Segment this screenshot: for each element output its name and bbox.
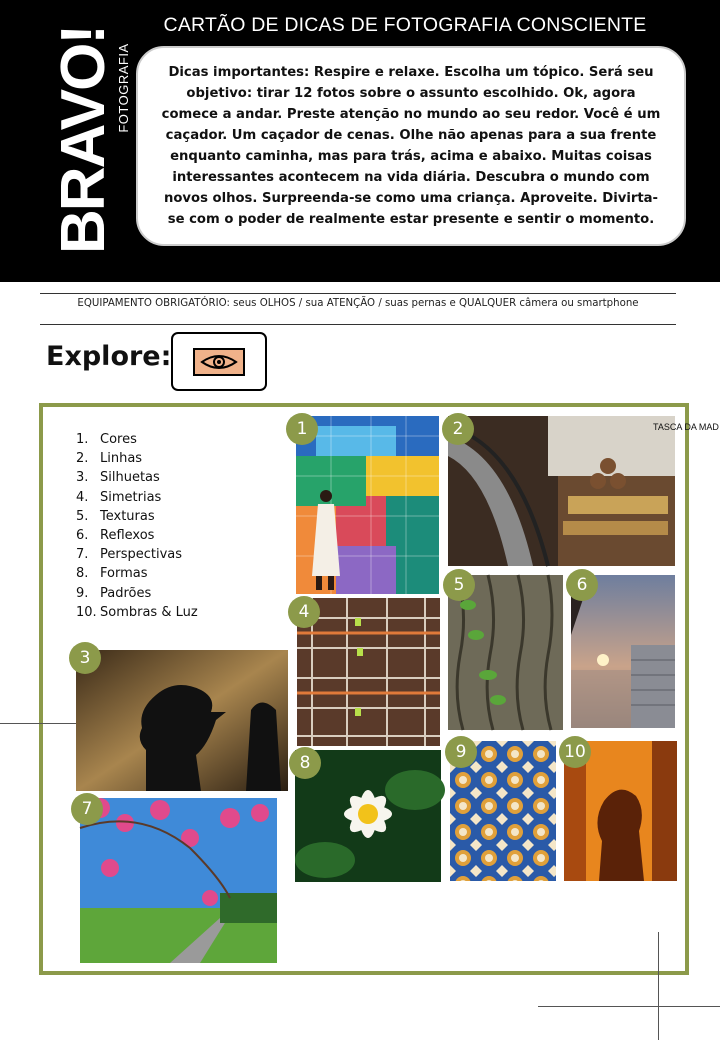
photo-badge: 6 [566,569,598,601]
list-item: 3. Silhuetas [76,470,160,486]
photo-badge: 3 [69,642,101,674]
photo-badge: 5 [443,569,475,601]
guide-line [0,723,76,724]
photo-lines [448,416,719,566]
photo-badge: 9 [445,736,477,768]
photo-symmetry [297,598,440,746]
bravo-logo [22,20,142,260]
equipment-text: EQUIPAMENTO OBRIGATÓRIO: seus OLHOS / sua ATENÇÃO / suas pernas e QUALQUER câmera ou smartphone [77,298,639,309]
eye-icon [193,348,245,376]
tips-text: Dicas importantes: Respire e relaxe. Escolha um tópico. Será seu objetivo: tirar 12 fotos sobre o assunto escolhido. Ok, agora comece a andar. Preste atenção no mundo ao seu redor. Você é um caçador. Um caçador de cenas. Olhe não apenas para a sua frente enquanto caminha, mas para trás, acima e abaixo. Muitas coisas interessantes acontecem na vida diária. Descubra o mundo com novos olhos. Surpreenda-se como uma criança. Aproveite. Divirta-se com o poder de realmente estar presente e sentir o momento. [161,65,661,227]
list-item: 10. Sombras & Luz [76,604,198,620]
explore-label: Explore: [46,341,172,372]
photo-badge: 8 [289,747,321,779]
photo-badge: 10 [559,736,591,768]
store-sign: TASCA DA MAD [653,422,719,432]
page-title: CARTÃO DE DICAS DE FOTOGRAFIA CONSCIENTE [163,14,647,36]
svg-text:BRAVO!: BRAVO! [49,26,118,254]
list-item: 7. Perspectivas [76,547,183,563]
guide-line [658,932,659,1040]
photo-badge: 2 [442,413,474,445]
svg-text:FOTOGRAFIA: FOTOGRAFIA [116,43,131,133]
photo-perspectives [80,798,277,963]
list-item: 2. Linhas [76,451,143,467]
photo-badge: 1 [286,413,318,445]
divider-bottom [40,324,676,325]
list-item: 1. Cores [76,432,137,447]
tips-box [136,46,686,246]
explore-icon-box [171,332,267,391]
list-item: 4. Simetrias [76,489,162,505]
topics-list [76,430,198,622]
photo-badge: 4 [288,596,320,628]
header [0,0,720,282]
divider-top [40,293,676,294]
photo-colors [296,416,439,594]
guide-line [538,1006,720,1007]
photo-silhouettes [76,650,288,791]
list-item: 8. Formas [76,566,148,582]
list-item: 9. Padrões [76,585,152,601]
list-item: 5. Texturas [76,508,155,524]
photo-badge: 7 [71,793,103,825]
list-item: 6. Reflexos [76,527,155,543]
